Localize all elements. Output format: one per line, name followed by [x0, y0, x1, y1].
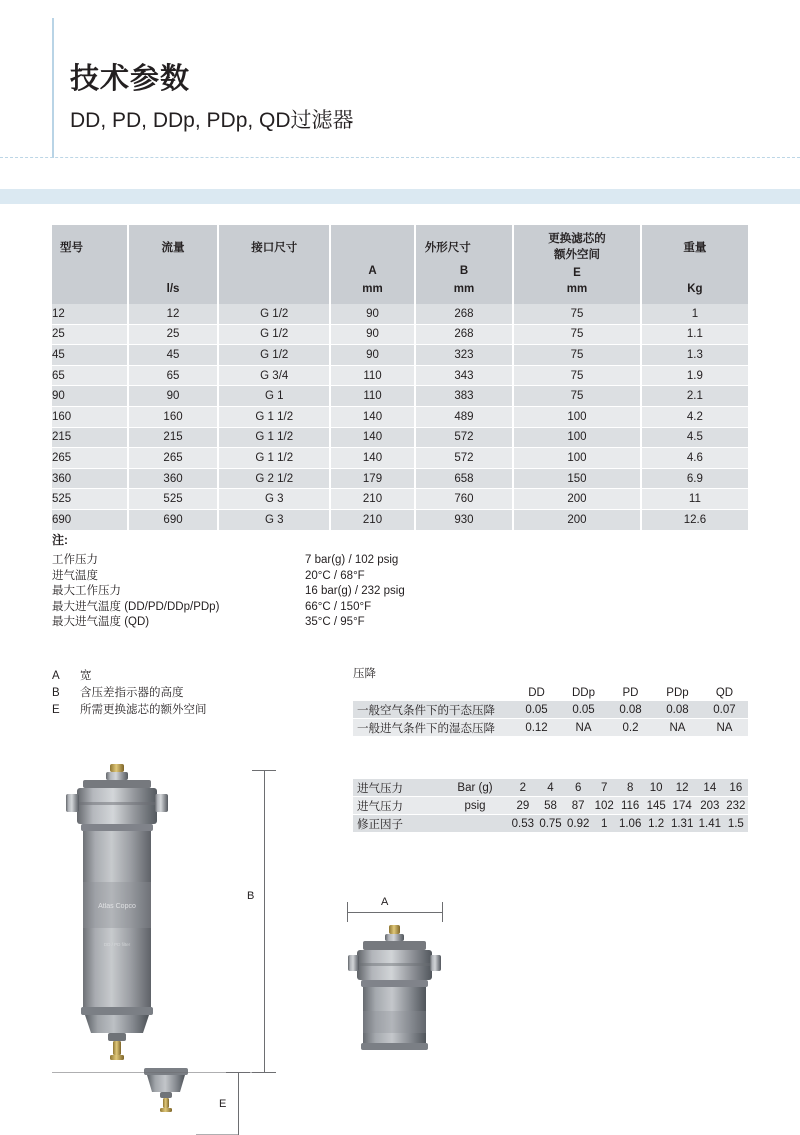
cell-dim-a: 110 [330, 386, 415, 407]
cell-dim-e: 75 [513, 386, 641, 407]
cell-model: 215 [52, 427, 128, 448]
correction-row [353, 797, 748, 815]
header-dim-a-label: A [368, 265, 377, 277]
cell-connection: G 3 [218, 489, 330, 510]
cell-dim-a: 140 [330, 427, 415, 448]
dim-a-tick-right [442, 902, 443, 922]
pd-cell: 0.2 [607, 719, 654, 737]
filter-element-cap-svg [138, 1066, 194, 1114]
cf-cell: 1.2 [644, 815, 668, 833]
pressure-drop-header-row [353, 684, 748, 701]
header-cell-flow [128, 225, 218, 304]
cell-dim-a: 210 [330, 509, 415, 530]
notes-label: 注: [52, 533, 68, 547]
cf-cell: 102 [592, 797, 616, 815]
cell-dim-b: 658 [415, 468, 513, 489]
dim-b-tick-top [252, 770, 276, 771]
cell-dim-e: 100 [513, 427, 641, 448]
table-row [52, 365, 748, 386]
legend-item [52, 668, 207, 685]
cell-dim-b: 572 [415, 427, 513, 448]
header-model-label: 型号 [60, 242, 83, 254]
header-divider [0, 157, 800, 158]
pd-row-label: 一般进气条件下的湿态压降 [353, 719, 513, 737]
cell-connection: G 1 1/2 [218, 406, 330, 427]
table-header-row [52, 225, 748, 304]
table-row [52, 489, 748, 510]
cell-dim-b: 268 [415, 304, 513, 324]
note-name: 进气温度 [52, 569, 98, 582]
dim-e-line [238, 1072, 239, 1135]
cell-connection: G 1/2 [218, 324, 330, 345]
header-service-space-line1: 更换滤芯的 [548, 233, 606, 245]
filter-side-view-svg [345, 925, 445, 1055]
header-weight-unit: Kg [687, 283, 703, 295]
legend-text: 所需更换滤芯的额外空间 [80, 704, 207, 716]
pd-cell: 0.12 [513, 719, 560, 737]
pd-cell: 0.08 [607, 701, 654, 719]
cell-flow: 265 [128, 448, 218, 469]
note-value: 16 bar(g) / 232 psig [305, 585, 405, 598]
cell-flow: 160 [128, 406, 218, 427]
cell-model: 25 [52, 324, 128, 345]
note-name: 最大工作压力 [52, 585, 121, 598]
pressure-drop-title: 压降 [353, 668, 376, 680]
legend-item [52, 685, 207, 702]
pd-cell: 0.07 [701, 701, 748, 719]
note-value: 20°C / 68°F [305, 569, 365, 582]
cell-weight: 4.6 [641, 448, 748, 469]
cell-flow: 525 [128, 489, 218, 510]
specification-table [52, 225, 748, 531]
cell-connection: G 3 [218, 509, 330, 530]
cell-dim-b: 930 [415, 509, 513, 530]
cell-model: 45 [52, 345, 128, 366]
legend-item [52, 702, 207, 719]
header-weight-label: 重量 [683, 242, 707, 254]
cf-cell: 1.31 [668, 815, 696, 833]
svg-text:Atlas Copco: Atlas Copco [98, 903, 136, 910]
cf-row-label: 进气压力 [353, 779, 441, 797]
cell-dim-a: 110 [330, 365, 415, 386]
cf-cell: 116 [616, 797, 644, 815]
cell-flow: 360 [128, 468, 218, 489]
notes-names [52, 553, 219, 631]
dim-a-tick-left [347, 902, 348, 922]
cf-row-label: 进气压力 [353, 797, 441, 815]
table-row [52, 406, 748, 427]
cell-dim-a: 90 [330, 324, 415, 345]
cell-weight: 12.6 [641, 509, 748, 530]
cf-cell: 145 [644, 797, 668, 815]
cf-row-unit [441, 815, 509, 833]
header-dim-a-unit: mm [362, 283, 383, 295]
table-row [52, 324, 748, 345]
cell-dim-b: 268 [415, 324, 513, 345]
cf-cell: 6 [564, 779, 592, 797]
cell-dim-b: 383 [415, 386, 513, 407]
table-row [52, 386, 748, 407]
cell-flow: 25 [128, 324, 218, 345]
cell-model: 690 [52, 509, 128, 530]
cell-flow: 690 [128, 509, 218, 530]
header-cell-dim-e [513, 225, 641, 304]
cf-row-unit: psig [441, 797, 509, 815]
cell-dim-b: 572 [415, 448, 513, 469]
cf-cell: 174 [668, 797, 696, 815]
pd-cell: 0.05 [560, 701, 607, 719]
cf-cell: 14 [696, 779, 724, 797]
cell-model: 65 [52, 365, 128, 386]
pd-row-label: 一般空气条件下的干态压降 [353, 701, 513, 719]
cell-flow: 215 [128, 427, 218, 448]
cell-weight: 1.1 [641, 324, 748, 345]
pd-header-blank [353, 684, 513, 701]
pd-header-qd: QD [701, 684, 748, 701]
filter-front-view-svg [52, 762, 292, 1082]
legend-key: E [52, 704, 60, 716]
table-row [52, 345, 748, 366]
cf-cell: 0.92 [564, 815, 592, 833]
header-dim-e-unit: mm [566, 283, 588, 295]
cf-cell: 232 [724, 797, 748, 815]
cell-dim-e: 100 [513, 406, 641, 427]
cell-model: 265 [52, 448, 128, 469]
svg-text:DD / PD filter: DD / PD filter [103, 942, 131, 947]
dim-b-label: B [247, 890, 255, 902]
cell-dim-a: 210 [330, 489, 415, 510]
cell-weight: 6.9 [641, 468, 748, 489]
pd-cell: 0.05 [513, 701, 560, 719]
cf-cell: 12 [668, 779, 696, 797]
legend-text: 宽 [80, 670, 92, 682]
cf-row-label: 修正因子 [353, 815, 441, 833]
cell-dim-e: 75 [513, 365, 641, 386]
dim-b-line [264, 770, 265, 1072]
cell-dim-e: 200 [513, 509, 641, 530]
cell-dim-b: 760 [415, 489, 513, 510]
cell-flow: 12 [128, 304, 218, 324]
cf-cell: 10 [644, 779, 668, 797]
filter-front-view-drawing [52, 762, 292, 1082]
cf-cell: 2 [509, 779, 537, 797]
header-dim-b-label: B [459, 265, 469, 277]
cell-dim-b: 343 [415, 365, 513, 386]
cf-cell: 1.06 [616, 815, 644, 833]
cf-cell: 1 [592, 815, 616, 833]
pressure-drop-row [353, 701, 748, 719]
dim-a-line [347, 912, 443, 913]
cell-flow: 45 [128, 345, 218, 366]
pd-header-ddp: DDp [560, 684, 607, 701]
pressure-drop-table [353, 684, 748, 737]
header-cell-model [52, 225, 128, 304]
cell-dim-a: 179 [330, 468, 415, 489]
note-name: 最大进气温度 (DD/PD/DDp/PDp) [52, 600, 220, 613]
legend [52, 668, 207, 719]
cf-cell: 0.75 [537, 815, 565, 833]
cell-dim-a: 140 [330, 448, 415, 469]
filter-element-cap-drawing [138, 1066, 194, 1114]
cell-connection: G 1/2 [218, 304, 330, 324]
header-accent-rule [52, 18, 54, 158]
notes-values [305, 553, 405, 631]
page-subtitle: DD, PD, DDp, PDp, QD过滤器 [70, 109, 354, 132]
pd-header-dd: DD [513, 684, 560, 701]
legend-key: B [52, 687, 60, 699]
header-dimensions-label: 外形尺寸 [424, 242, 471, 254]
pd-header-pdp: PDp [654, 684, 701, 701]
header-cell-connection [218, 225, 330, 304]
table-row [52, 468, 748, 489]
cell-connection: G 1 1/2 [218, 448, 330, 469]
table-row [52, 304, 748, 324]
cell-dim-e: 75 [513, 304, 641, 324]
front-view-baseline [52, 1072, 264, 1073]
cell-model: 12 [52, 304, 128, 324]
cell-connection: G 3/4 [218, 365, 330, 386]
header-connection-label: 接口尺寸 [251, 242, 298, 254]
header-flow-label: 流量 [161, 242, 185, 254]
cell-dim-e: 200 [513, 489, 641, 510]
table-row [52, 448, 748, 469]
header-cell-weight [641, 225, 748, 304]
cell-weight: 11 [641, 489, 748, 510]
cf-cell: 58 [537, 797, 565, 815]
cell-dim-e: 75 [513, 324, 641, 345]
cell-weight: 1.3 [641, 345, 748, 366]
cell-model: 360 [52, 468, 128, 489]
cf-cell: 4 [537, 779, 565, 797]
cf-cell: 1.41 [696, 815, 724, 833]
cell-dim-e: 150 [513, 468, 641, 489]
header-dim-e-label: E [573, 267, 581, 279]
filter-side-view-drawing [345, 925, 445, 1055]
cell-model: 160 [52, 406, 128, 427]
table-row [52, 427, 748, 448]
dim-e-label: E [219, 1098, 227, 1110]
legend-key: A [52, 670, 60, 682]
cell-flow: 90 [128, 386, 218, 407]
cell-weight: 1 [641, 304, 748, 324]
note-name: 工作压力 [52, 554, 98, 566]
note-value: 66°C / 150°F [305, 600, 372, 613]
correction-row [353, 779, 748, 797]
cell-dim-a: 140 [330, 406, 415, 427]
note-value: 7 bar(g) / 102 psig [305, 554, 399, 566]
header-service-space-line2: 额外空间 [553, 249, 600, 261]
cell-connection: G 1/2 [218, 345, 330, 366]
table-row [52, 509, 748, 530]
note-name: 最大进气温度 (QD) [52, 616, 150, 629]
cell-connection: G 1 1/2 [218, 427, 330, 448]
cell-dim-e: 100 [513, 448, 641, 469]
pd-cell: 0.08 [654, 701, 701, 719]
cell-dim-e: 75 [513, 345, 641, 366]
cf-cell: 16 [724, 779, 748, 797]
cell-model: 525 [52, 489, 128, 510]
pd-header-pd: PD [607, 684, 654, 701]
header-flow-unit: l/s [166, 283, 180, 295]
header-cell-dim-a [330, 225, 415, 304]
cf-cell: 0.53 [509, 815, 537, 833]
cell-dim-b: 323 [415, 345, 513, 366]
page-title: 技术参数 [70, 63, 191, 95]
cell-dim-b: 489 [415, 406, 513, 427]
pd-cell: NA [701, 719, 748, 737]
cell-connection: G 2 1/2 [218, 468, 330, 489]
cell-dim-a: 90 [330, 345, 415, 366]
header-cell-dim-b [415, 225, 513, 304]
cell-dim-a: 90 [330, 304, 415, 324]
dim-a-label: A [381, 896, 389, 908]
correction-factor-table [353, 779, 748, 833]
cf-cell: 87 [564, 797, 592, 815]
cell-connection: G 1 [218, 386, 330, 407]
header-band [0, 189, 800, 204]
pd-cell: NA [560, 719, 607, 737]
cf-row-unit: Bar (g) [441, 779, 509, 797]
cell-flow: 65 [128, 365, 218, 386]
header-dim-b-unit: mm [453, 283, 475, 295]
note-value: 35°C / 95°F [305, 616, 365, 629]
legend-text: 含压差指示器的高度 [80, 687, 184, 699]
cell-model: 90 [52, 386, 128, 407]
cf-cell: 203 [696, 797, 724, 815]
pressure-drop-row [353, 719, 748, 737]
correction-row [353, 815, 748, 833]
pd-cell: NA [654, 719, 701, 737]
cell-weight: 1.9 [641, 365, 748, 386]
cf-cell: 1.5 [724, 815, 748, 833]
cf-cell: 7 [592, 779, 616, 797]
cell-weight: 2.1 [641, 386, 748, 407]
cell-weight: 4.2 [641, 406, 748, 427]
cell-weight: 4.5 [641, 427, 748, 448]
cf-cell: 29 [509, 797, 537, 815]
cf-cell: 8 [616, 779, 644, 797]
